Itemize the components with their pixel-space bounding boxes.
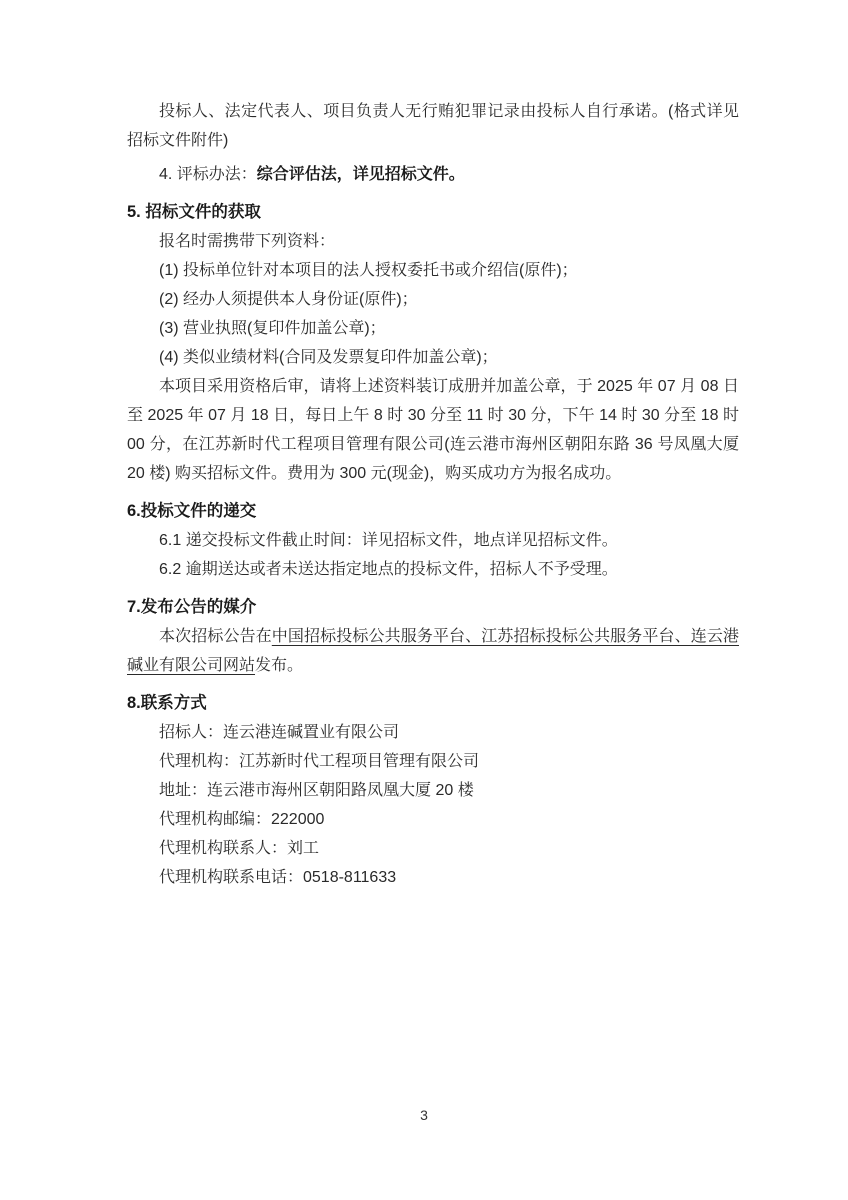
announcement-suffix: 发布。 <box>255 657 304 674</box>
contact-tenderer: 招标人：连云港连碱置业有限公司 <box>159 724 400 741</box>
section7-heading: 7.发布公告的媒介 <box>127 598 257 616</box>
announcement-platforms: 中国招标投标公共服务平台、江苏招标投标公共服务平台、连云港碱业有限公司网站 <box>127 628 739 674</box>
section5-item-4: (4) 类似业绩材料(合同及发票复印件加盖公章)； <box>159 349 498 366</box>
evaluation-method-value: 综合评估法，详见招标文件。 <box>256 166 465 183</box>
section8-heading: 8.联系方式 <box>127 694 207 712</box>
section5-heading: 5. 招标文件的获取 <box>127 203 261 221</box>
announcement-prefix: 本次招标公告在 <box>159 628 272 645</box>
contact-phone: 代理机构联系电话：0518-811633 <box>159 869 397 886</box>
contact-postcode: 代理机构邮编：222000 <box>159 811 325 828</box>
section7-paragraph <box>127 622 739 680</box>
section6-item-2: 6.2 逾期送达或者未送达指定地点的投标文件，招标人不予受理。 <box>159 561 618 578</box>
section6-item-1: 6.1 递交投标文件截止时间：详见招标文件，地点详见招标文件。 <box>159 532 618 549</box>
evaluation-method-line <box>127 160 739 189</box>
section5-intro: 报名时需携带下列资料： <box>159 233 336 250</box>
section5-paragraph: 本项目采用资格后审，请将上述资料装订成册并加盖公章，于 2025 年 07 月 08 日至 2025 年 07 月 18 日，每日上午 8 时 30 分至 11 时 30 分，下午 14 时 30 分至 18 时 00 分，在江苏新时代工程项目管理有限公司(连云港市海州区朝阳东路 36 号凤凰大厦 20 楼) 购买招标文件。费用为 300 元(现金)，购买成功方为报名成功。 <box>127 378 739 482</box>
evaluation-method-label: 4. 评标办法： <box>159 166 257 183</box>
section5-item-3: (3) 营业执照(复印件加盖公章)； <box>159 320 386 337</box>
intro-paragraph: 投标人、法定代表人、项目负责人无行贿犯罪记录由投标人自行承诺。(格式详见招标文件附件) <box>127 103 739 149</box>
section5-item-2: (2) 经办人须提供本人身份证(原件)； <box>159 291 418 308</box>
section6-heading: 6.投标文件的递交 <box>127 502 257 520</box>
document-content <box>127 97 739 892</box>
contact-person: 代理机构联系人：刘工 <box>159 840 320 857</box>
section5-item-1: (1) 投标单位针对本项目的法人授权委托书或介绍信(原件)； <box>159 262 578 279</box>
contact-address: 地址：连云港市海州区朝阳路凤凰大厦 20 楼 <box>159 782 474 799</box>
page-number: 3 <box>420 1107 428 1123</box>
contact-agency: 代理机构：江苏新时代工程项目管理有限公司 <box>159 753 480 770</box>
